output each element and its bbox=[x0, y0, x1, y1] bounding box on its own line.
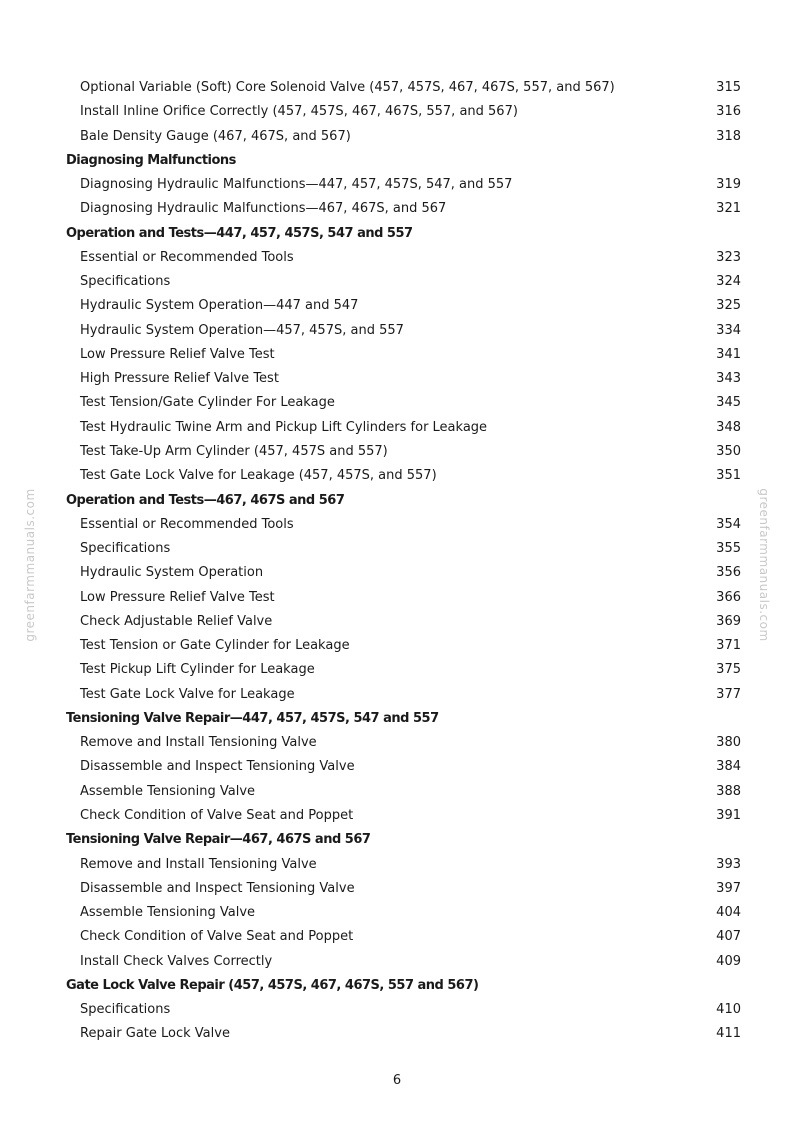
toc-page-number: 397 bbox=[716, 880, 741, 896]
toc-page-number: 355 bbox=[716, 541, 741, 557]
toc-title: Test Tension or Gate Cylinder for Leakage bbox=[80, 638, 350, 654]
toc-page-number: 391 bbox=[716, 807, 741, 823]
toc-page-number: 319 bbox=[716, 177, 741, 193]
toc-page-number: 316 bbox=[716, 104, 741, 120]
toc-entry[interactable] bbox=[0, 537, 794, 561]
toc-entry[interactable] bbox=[0, 391, 794, 415]
toc-page-number: 375 bbox=[716, 662, 741, 678]
toc-title: Check Condition of Valve Seat and Poppet bbox=[80, 807, 354, 823]
toc-entry[interactable] bbox=[0, 950, 794, 974]
toc-entry[interactable] bbox=[0, 683, 794, 707]
toc-page-number: 409 bbox=[716, 953, 741, 969]
toc-page-number: 356 bbox=[716, 565, 741, 581]
toc-title: Assemble Tensioning Valve bbox=[80, 905, 256, 921]
toc-page-number: 366 bbox=[716, 589, 741, 605]
toc-title: Diagnosing Hydraulic Malfunctions—467, 467S, and 567 bbox=[80, 201, 447, 217]
watermark-right: greenfarmmanuals.com bbox=[757, 488, 771, 642]
toc-entry[interactable] bbox=[0, 440, 794, 464]
toc-page-number: 410 bbox=[716, 1002, 741, 1018]
toc-entry[interactable] bbox=[0, 804, 794, 828]
page-number: 6 bbox=[392, 1073, 402, 1088]
toc-page-number: 318 bbox=[716, 128, 741, 144]
toc-title: Install Check Valves Correctly bbox=[80, 953, 273, 969]
toc-title: Check Adjustable Relief Valve bbox=[80, 613, 273, 629]
toc-title: Test Tension/Gate Cylinder For Leakage bbox=[80, 395, 335, 411]
toc-title: Remove and Install Tensioning Valve bbox=[80, 735, 317, 751]
toc-page-number: 371 bbox=[716, 638, 741, 654]
toc-page-number: 380 bbox=[716, 735, 741, 751]
toc-title: Low Pressure Relief Valve Test bbox=[80, 346, 275, 362]
toc-title: High Pressure Relief Valve Test bbox=[80, 371, 279, 387]
toc-section-heading bbox=[0, 222, 794, 246]
toc-entry[interactable] bbox=[0, 100, 794, 124]
toc-title: Specifications bbox=[80, 541, 171, 557]
toc-title: Essential or Recommended Tools bbox=[80, 249, 294, 265]
table-of-contents bbox=[0, 76, 794, 1047]
toc-entry[interactable] bbox=[0, 125, 794, 149]
toc-entry[interactable] bbox=[0, 1022, 794, 1046]
toc-page-number: 384 bbox=[716, 759, 741, 775]
toc-page-number: 315 bbox=[716, 80, 741, 95]
toc-entry[interactable] bbox=[0, 294, 794, 318]
toc-entry[interactable] bbox=[0, 246, 794, 270]
toc-page-number: 345 bbox=[716, 395, 741, 411]
toc-entry[interactable] bbox=[0, 780, 794, 804]
toc-page-number: 324 bbox=[716, 274, 741, 290]
toc-title: Specifications bbox=[80, 274, 171, 290]
toc-title: Repair Gate Lock Valve bbox=[80, 1026, 230, 1042]
toc-entry[interactable] bbox=[0, 343, 794, 367]
toc-page-number: 369 bbox=[716, 613, 741, 629]
toc-entry[interactable] bbox=[0, 901, 794, 925]
toc-page-number: 404 bbox=[716, 905, 741, 921]
toc-section-heading bbox=[0, 707, 794, 731]
toc-entry[interactable] bbox=[0, 658, 794, 682]
toc-page-number: 341 bbox=[716, 346, 741, 362]
toc-page-number: 350 bbox=[716, 443, 741, 459]
toc-title: Operation and Tests—467, 467S and 567 bbox=[66, 492, 345, 508]
toc-entry[interactable] bbox=[0, 173, 794, 197]
toc-entry[interactable] bbox=[0, 513, 794, 537]
toc-title: Hydraulic System Operation bbox=[80, 565, 264, 581]
toc-entry[interactable] bbox=[0, 464, 794, 488]
toc-title: Test Gate Lock Valve for Leakage (457, 457S, and 557) bbox=[80, 468, 437, 484]
toc-page-number: 388 bbox=[716, 783, 741, 799]
toc-title: Remove and Install Tensioning Valve bbox=[80, 856, 317, 872]
toc-entry[interactable] bbox=[0, 998, 794, 1022]
toc-section-heading bbox=[0, 149, 794, 173]
toc-entry[interactable] bbox=[0, 197, 794, 221]
toc-entry[interactable] bbox=[0, 416, 794, 440]
toc-entry[interactable] bbox=[0, 319, 794, 343]
toc-title: Tensioning Valve Repair—447, 457, 457S, 547 and 557 bbox=[66, 710, 439, 726]
toc-page-number: 354 bbox=[716, 516, 741, 532]
toc-title: Hydraulic System Operation—447 and 547 bbox=[80, 298, 359, 314]
toc-title: Specifications bbox=[80, 1002, 171, 1018]
toc-page-number: 348 bbox=[716, 419, 741, 435]
toc-page-number: 323 bbox=[716, 249, 741, 265]
toc-entry[interactable] bbox=[0, 610, 794, 634]
toc-title: Gate Lock Valve Repair (457, 457S, 467, 467S, 557 and 567) bbox=[66, 977, 479, 993]
toc-title: Tensioning Valve Repair—467, 467S and 567 bbox=[66, 832, 371, 848]
toc-entry[interactable] bbox=[0, 561, 794, 585]
toc-section-heading bbox=[0, 489, 794, 513]
toc-entry[interactable] bbox=[0, 76, 794, 100]
toc-title: Test Gate Lock Valve for Leakage bbox=[80, 686, 295, 702]
toc-section-heading bbox=[0, 974, 794, 998]
toc-entry[interactable] bbox=[0, 731, 794, 755]
toc-title: Optional Variable (Soft) Core Solenoid Valve (457, 457S, 467, 467S, 557, and 567) bbox=[80, 80, 615, 95]
toc-entry[interactable] bbox=[0, 853, 794, 877]
toc-entry[interactable] bbox=[0, 586, 794, 610]
toc-title: Test Take-Up Arm Cylinder (457, 457S and 557) bbox=[80, 443, 388, 459]
toc-title: Bale Density Gauge (467, 467S, and 567) bbox=[80, 128, 351, 144]
toc-title: Disassemble and Inspect Tensioning Valve bbox=[80, 759, 355, 775]
toc-title: Check Condition of Valve Seat and Poppet bbox=[80, 929, 354, 945]
watermark-left: greenfarmmanuals.com bbox=[23, 488, 37, 642]
toc-entry[interactable] bbox=[0, 925, 794, 949]
toc-page-number: 407 bbox=[716, 929, 741, 945]
toc-title: Operation and Tests—447, 457, 457S, 547 and 557 bbox=[66, 225, 413, 241]
toc-title: Essential or Recommended Tools bbox=[80, 516, 294, 532]
toc-entry[interactable] bbox=[0, 634, 794, 658]
toc-title: Install Inline Orifice Correctly (457, 457S, 467, 467S, 557, and 567) bbox=[80, 104, 518, 120]
toc-title: Assemble Tensioning Valve bbox=[80, 783, 256, 799]
toc-title: Diagnosing Hydraulic Malfunctions—447, 457, 457S, 547, and 557 bbox=[80, 177, 513, 193]
toc-entry[interactable] bbox=[0, 877, 794, 901]
toc-title: Test Pickup Lift Cylinder for Leakage bbox=[80, 662, 315, 678]
toc-page-number: 334 bbox=[716, 322, 741, 338]
toc-title: Low Pressure Relief Valve Test bbox=[80, 589, 275, 605]
toc-title: Diagnosing Malfunctions bbox=[66, 152, 236, 168]
toc-page-number: 351 bbox=[716, 468, 741, 484]
toc-page-number: 325 bbox=[716, 298, 741, 314]
toc-page-number: 393 bbox=[716, 856, 741, 872]
toc-page-number: 321 bbox=[716, 201, 741, 217]
toc-entry[interactable] bbox=[0, 270, 794, 294]
toc-entry[interactable] bbox=[0, 755, 794, 779]
toc-page-number: 343 bbox=[716, 371, 741, 387]
toc-page-number: 411 bbox=[716, 1026, 741, 1042]
toc-title: Disassemble and Inspect Tensioning Valve bbox=[80, 880, 355, 896]
toc-title: Hydraulic System Operation—457, 457S, and 557 bbox=[80, 322, 404, 338]
toc-title: Test Hydraulic Twine Arm and Pickup Lift Cylinders for Leakage bbox=[80, 419, 488, 435]
toc-entry[interactable] bbox=[0, 367, 794, 391]
toc-section-heading bbox=[0, 828, 794, 852]
toc-page-number: 377 bbox=[716, 686, 741, 702]
